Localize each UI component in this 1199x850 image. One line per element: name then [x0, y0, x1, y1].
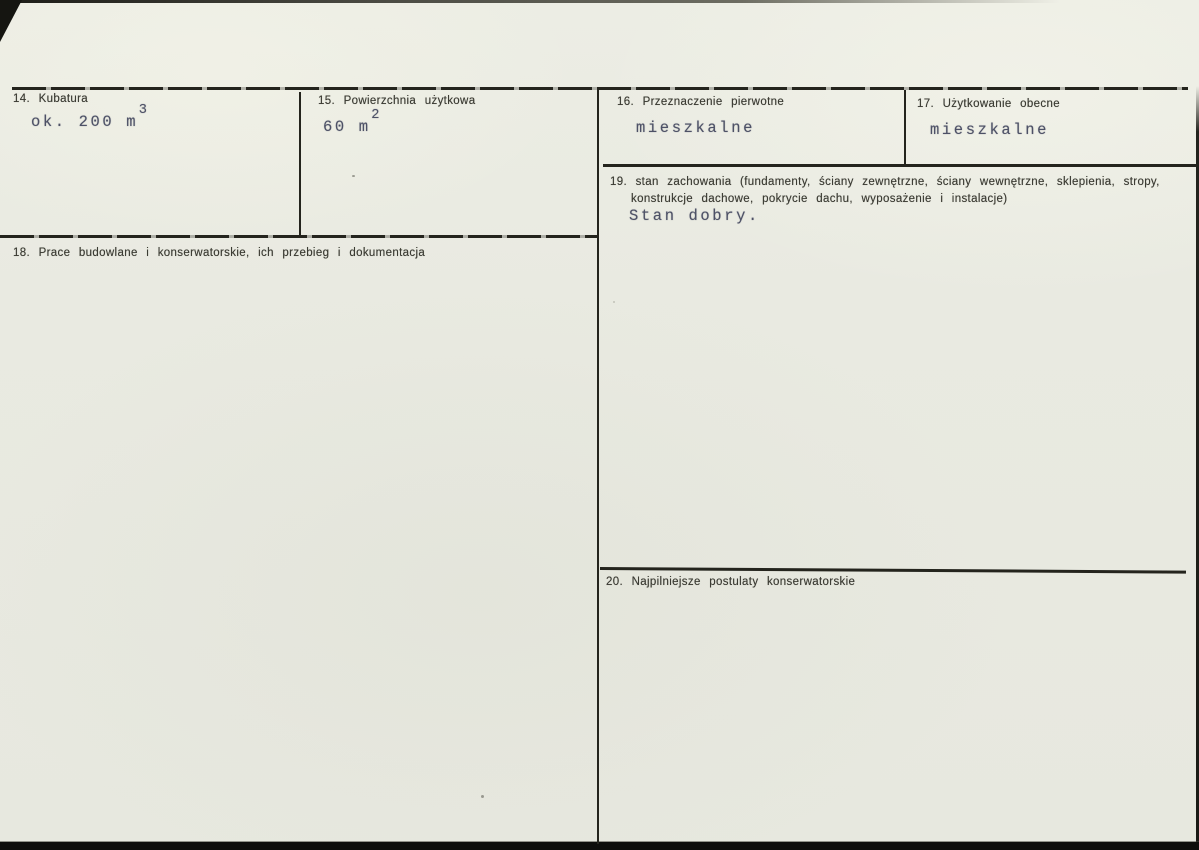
- field-17-value: mieszkalne: [930, 121, 1050, 139]
- divider-center-vertical: [597, 88, 599, 844]
- rule-19-20: [600, 567, 1186, 574]
- field-15-label: 15. Powierzchnia użytkowa: [318, 95, 476, 107]
- field-15-value: 60 $m^2$: [323, 108, 380, 137]
- field-20-label: 20. Najpilniejsze postulaty konserwatorskie: [606, 576, 856, 588]
- field-15-superscript: 2: [371, 108, 380, 124]
- paper-speck: [481, 795, 484, 798]
- field-14-label: 14. Kubatura: [13, 93, 89, 105]
- paper-speck: [352, 175, 355, 177]
- rule-below-14-15: [0, 235, 598, 238]
- field-19-value: Stan dobry.: [629, 207, 760, 225]
- field-18-label: 18. Prace budowlane i konserwatorskie, ich przebieg i dokumentacja: [13, 247, 426, 259]
- field-19-label-line2: konstrukcje dachowe, pokrycie dachu, wyposażenie i instalacje): [631, 193, 1008, 205]
- scan-edge-bottom: [0, 842, 1199, 850]
- scan-edge-top: [0, 0, 1060, 3]
- field-19-label-line1: 19. stan zachowania (fundamenty, ściany zewnętrzne, ściany wewnętrzne, sklepienia, stropy,: [610, 176, 1160, 188]
- rule-below-16-17: [603, 164, 1199, 167]
- field-16-label: 16. Przeznaczenie pierwotne: [617, 96, 785, 108]
- field-17-label: 17. Użytkowanie obecne: [917, 98, 1060, 110]
- field-14-value: ok. 200 $m^3$: [31, 103, 147, 132]
- divider-16-17: [904, 90, 906, 166]
- paper-speck: [613, 301, 615, 303]
- divider-14-15: [299, 92, 301, 235]
- field-14-superscript: 3: [138, 103, 147, 119]
- scan-edge-corner: [0, 0, 22, 42]
- field-16-value: mieszkalne: [636, 119, 756, 137]
- rule-top: [12, 87, 1188, 90]
